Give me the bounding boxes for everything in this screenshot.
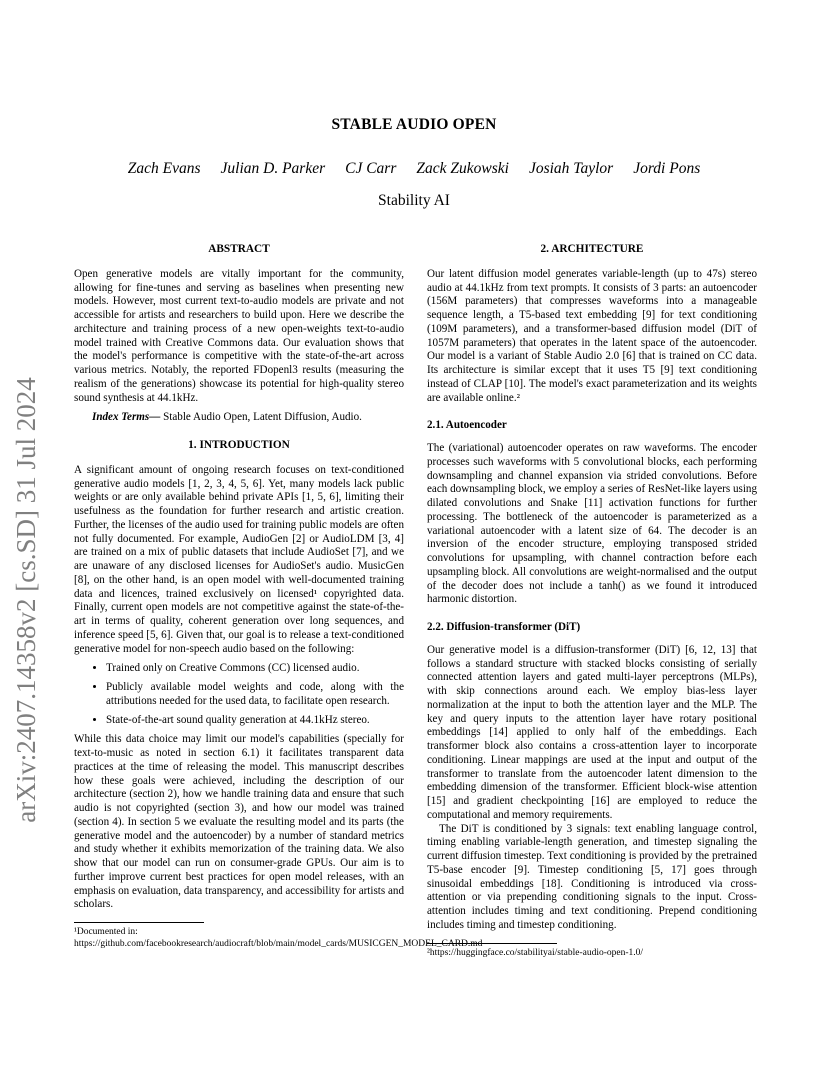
footnote-2: ²https://huggingface.co/stabilityai/stable-audio-open-1.0/ (427, 947, 644, 958)
list-item: • State-of-the-art sound quality generation at 44.1kHz stereo. (106, 714, 404, 728)
paper-title: STABLE AUDIO OPEN (331, 116, 497, 133)
architecture-paragraph: Our latent diffusion model generates variable-length (up to 47s) stereo audio at 44.1kHz from text prompts. It consists of 3 parts: an autoencoder (156M parameters) that compresses waveforms into a manageable sequence length, a T5-based text embedding [9] for text conditioning (109M parameters), and a transformer-based diffusion model (DiT of 1057M parameters) that operates in the latent space of the autoencoder. Our model is a variant of Stable Audio 2.0 [6] that is trained on CC data. Its architecture is similar except that it uses T5 [9] text conditioning instead of CLAP [10]. The model's exact parameterization and its weights are available online.² (427, 267, 757, 404)
goals-list (74, 662, 404, 727)
list-item: • Publicly available model weights and code, along with the attributions needed for the used data, to facilitate open research. (106, 681, 404, 709)
footnote-divider (74, 922, 204, 923)
author: CJ Carr (345, 160, 397, 177)
index-terms-value: Stable Audio Open, Latent Diffusion, Audio. (163, 411, 362, 424)
dit-heading: 2.2. Diffusion-transformer (DiT) (427, 621, 581, 633)
list-item: • Trained only on Creative Commons (CC) licensed audio. (106, 662, 404, 676)
author: Jordi Pons (633, 160, 701, 177)
arxiv-identifier: arXiv:2407.14358v2 [cs.SD] 31 Jul 2024 (10, 377, 41, 823)
author-list (72, 160, 756, 178)
footnote-divider (427, 943, 557, 944)
footnote-1: ¹Documented in: https://github.com/facebookresearch/audiocraft/blob/main/model_cards/MUSICGEN_MODEL_CARD.md (74, 927, 483, 949)
affiliation: Stability AI (378, 192, 450, 209)
index-terms-label: Index Terms— (92, 411, 161, 424)
architecture-heading: 2. ARCHITECTURE (540, 243, 644, 255)
right-column (427, 243, 757, 959)
autoencoder-paragraph: The (variational) autoencoder operates on raw waveforms. The encoder processes such waveforms with 5 convolutional blocks, each performing downsampling and channel expansion via strided convolutions. Before each downsampling block, we employ a series of ResNet-like layers using dilated convolutions and Snake [11] activation functions for further processing. The bottleneck of the autoencoder is parameterized as a variational autoencoder with a latent size of 64. The decoder is an inversion of the encoder structure, employing transposed strided convolutions for upsampling, with channel contraction before each upsampling block. All convolutions are weight-normalised and the output of the decoder does not include a tanh() as we found it introduced harmonic distortion. (427, 442, 757, 606)
author: Zack Zukowski (416, 160, 509, 177)
intro-paragraph-1: A significant amount of ongoing research focuses on text-conditioned generative audio models [1, 2, 3, 4, 5, 6]. Yet, many models lack public weights or are only available behind private APIs [1, 5, 6], limiting their usefulness as the foundation for further research and artistic creation. Further, the licenses of the audio used for training public models are often not fully documented. For example, AudioGen [2] or AudioLDM [3, 4] are trained on a mix of public datasets that include AudioSet [7], and we are unaware of any disclosed licenses for AudioSet's audio. MusicGen [8], on the other hand, is an open model with well-documented training data and licences, trained exclusively on licensed¹ copyrighted data. Finally, current open models are not competitive against the state-of-the-art in terms of quality, coherent generation over long sequences, and inference speed [5, 6]. Given that, our goal is to release a text-conditioned generative model for non-speech audio based on the following: (74, 463, 404, 655)
index-terms (74, 411, 404, 425)
dit-paragraph-1: Our generative model is a diffusion-transformer (DiT) [6, 12, 13] that follows a standard structure with stacked blocks consisting of serially connected attention layers and gated multi-layer perceptrons (MLPs), with skip connections around each. We employ bias-less layer normalization at the input to both the attention layer and the MLP. The key and query inputs to the attention layer have rotary positional embeddings [14] applied to only half of the embeddings. Each transformer block also contains a cross-attention layer to incorporate conditioning. Linear mappings are used at the input and output of the transformer to translate from the autoencoder latent dimension to the embedding dimension of the transformer. Efficient block-wise attention [15] and gradient checkpointing [16] are employed to reduce the computational and memory requirements. (427, 643, 757, 821)
author: Josiah Taylor (528, 160, 614, 177)
abstract-text: Open generative models are vitally important for the community, allowing for fine-tunes and serving as baselines when presenting new models. However, most current text-to-audio models are private and not accessible for artists and researchers to build upon. Here we describe the architecture and training process of a new open-weights text-to-audio model trained with Creative Commons data. Our evaluation shows that the model's performance is competitive with the state-of-the-art across various metrics. Notably, the reported FDopenl3 results (measuring the realism of the generations) showcase its potential for high-quality stereo sound synthesis at 44.1kHz. (74, 267, 404, 404)
abstract-heading: ABSTRACT (208, 243, 270, 255)
autoencoder-heading: 2.1. Autoencoder (427, 419, 507, 432)
author: Julian D. Parker (220, 160, 326, 177)
dit-paragraph-2: The DiT is conditioned by 3 signals: text enabling language control, timing enabling variable-length generation, and timestep signaling the current diffusion timestep. Text conditioning is provided by the pretrained T5-base encoder [9]. Timestep conditioning [5, 17] goes through sinusoidal embeddings [18]. Conditioning is introduced via cross-attention or via prepending conditioning signals to the input. Cross-attention includes timing and text conditioning. Prepend conditioning includes timing and timestep conditioning. (427, 822, 757, 931)
author: Zach Evans (127, 160, 201, 177)
title-block (72, 116, 756, 210)
introduction-heading: 1. INTRODUCTION (188, 439, 290, 451)
intro-paragraph-2: While this data choice may limit our model's capabilities (specially for text-to-music as noted in section 6.1) it facilitates transparent data practices at the time of releasing the model. This manuscript describes how these goals were achieved, including the description of our architecture (section 2), how we handle training data and ensure that such audio is not copyrighted (section 3), and how our model was trained (section 4). In section 5 we evaluate the resulting model and its parts (the generative model and the autoencoder) by a number of standard metrics and study whether it exhibits memorization of the training data. We also show that our model can run on consumer-grade GPUs. Our aim is to further improve current best practices for open model releases, with an emphasis on evaluation, data transparency, and accessibility for artists and scholars. (74, 733, 404, 911)
